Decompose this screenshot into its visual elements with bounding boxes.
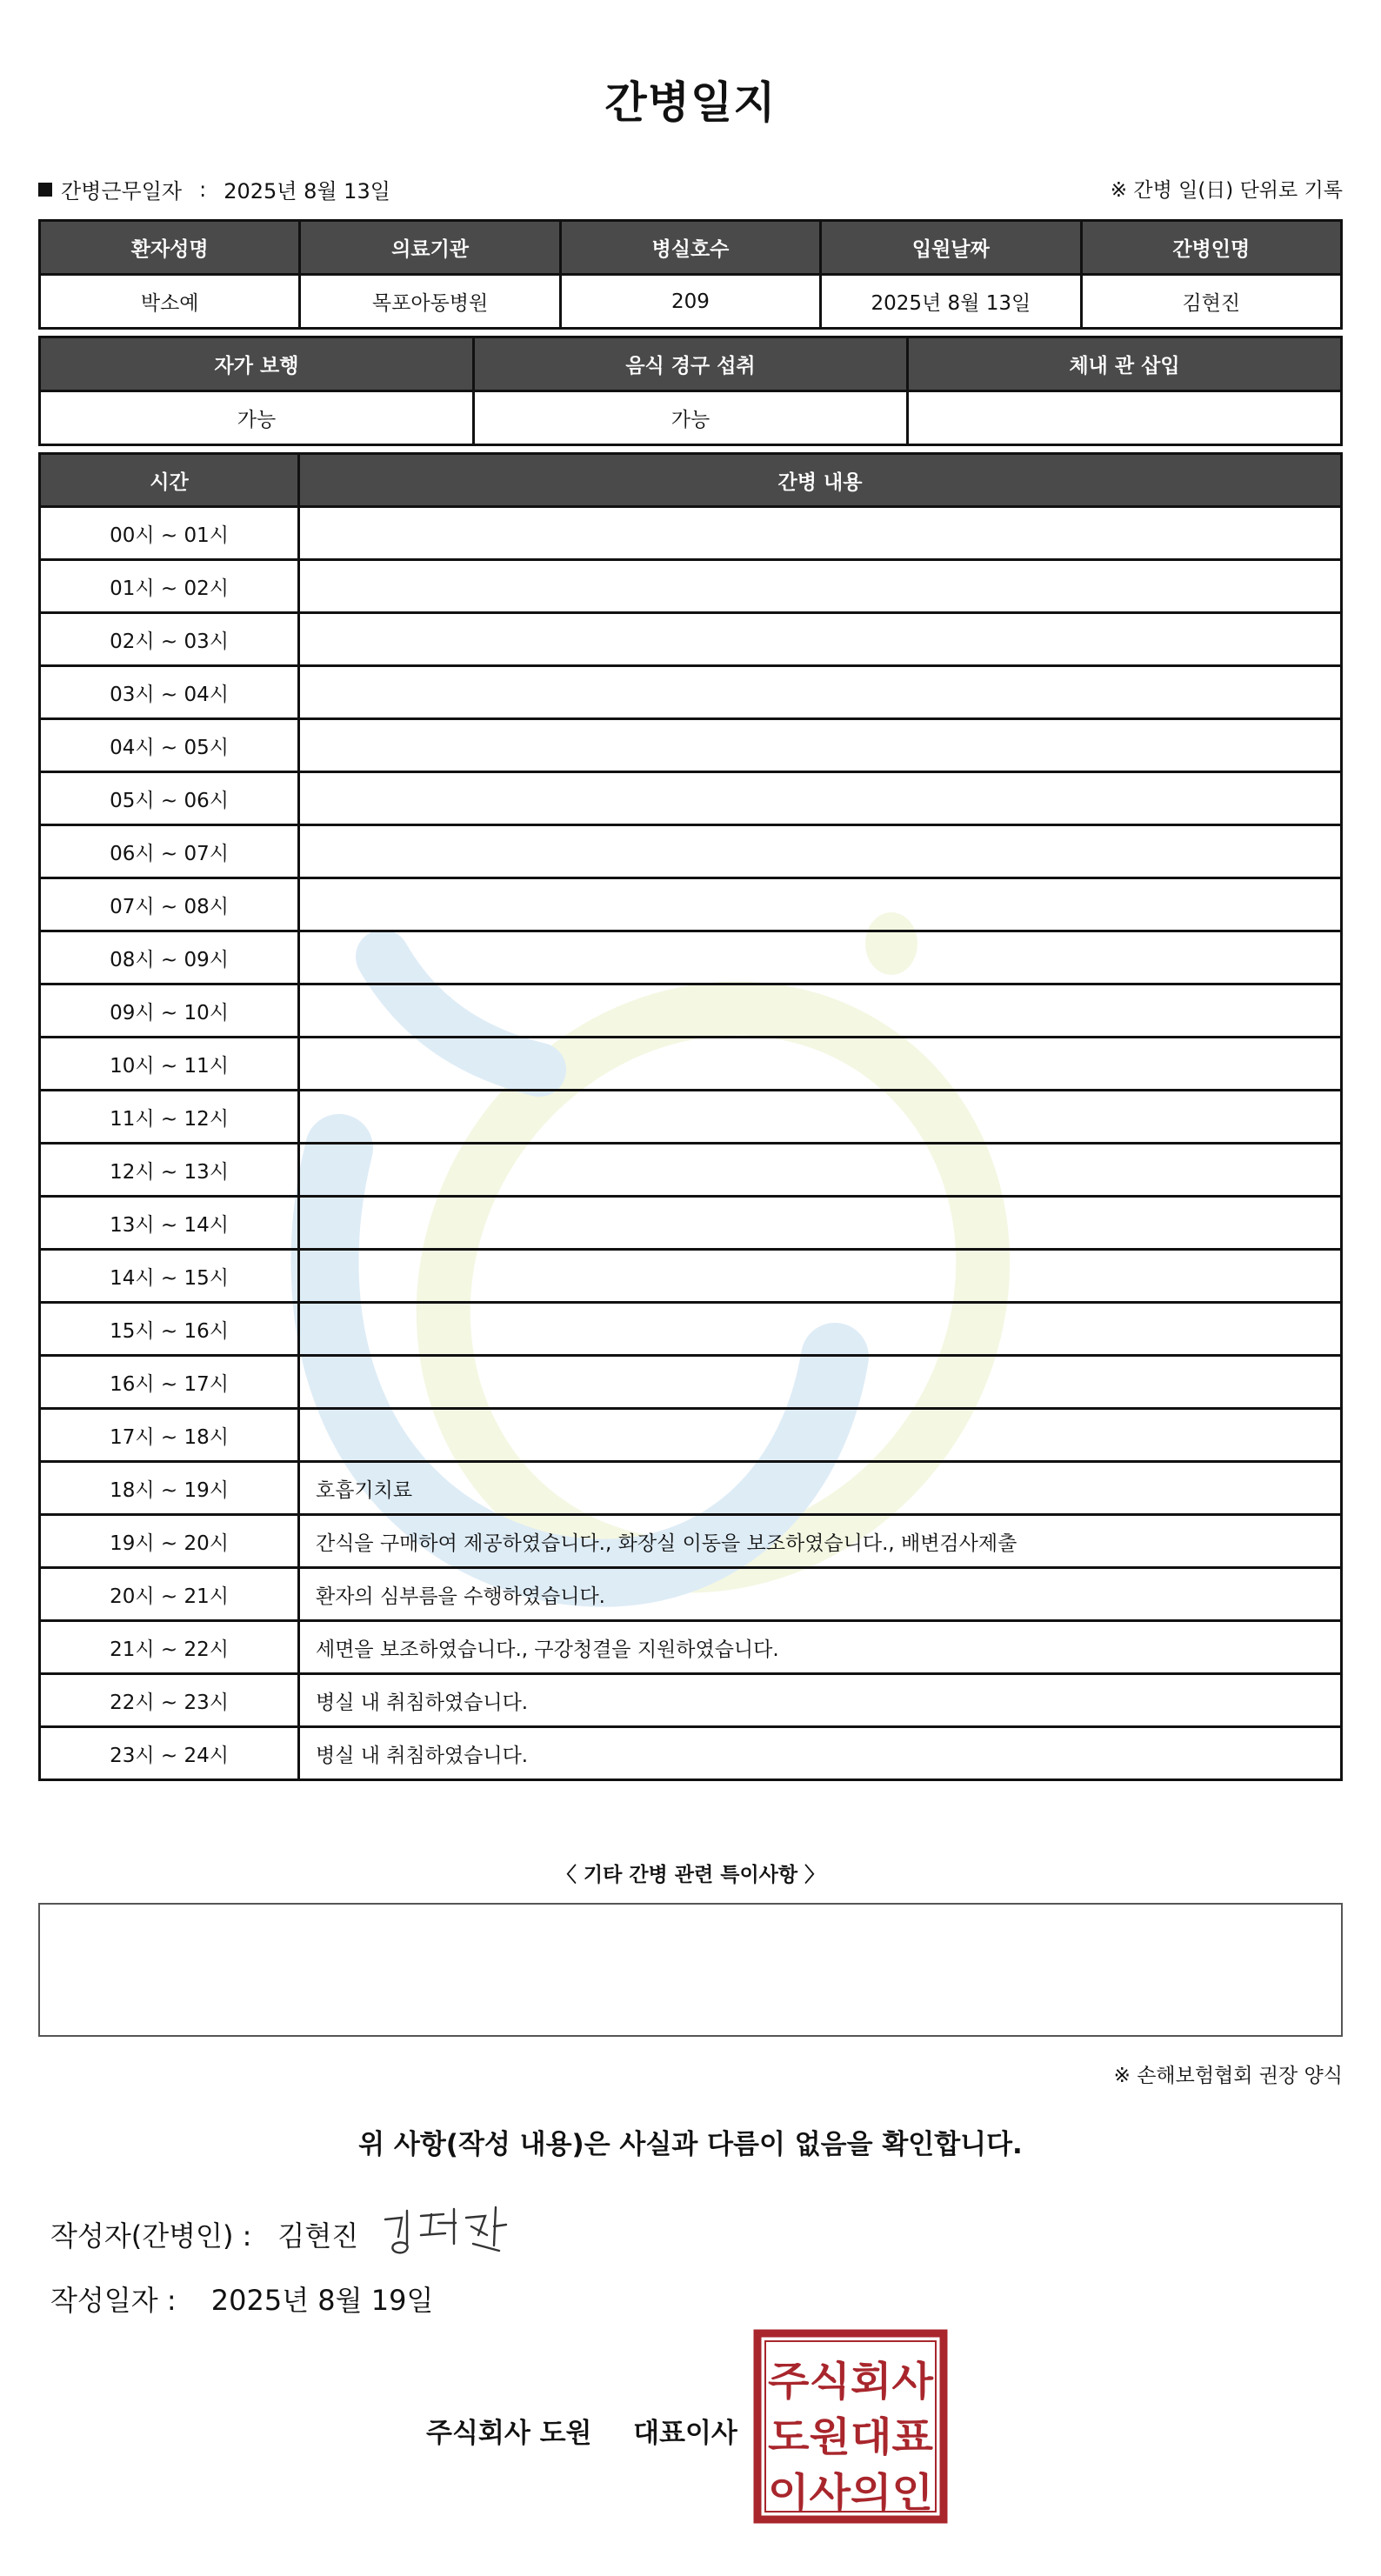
svg-text:주식회사: 주식회사 [768, 2358, 934, 2405]
table-row [40, 1621, 1342, 1674]
work-date [38, 174, 390, 204]
table-row [40, 613, 1342, 666]
header-tube-insertion: 체내 관 삽입 [908, 337, 1342, 391]
care-content [299, 1250, 1342, 1303]
time-slot: 13시 ~ 14시 [40, 1197, 299, 1250]
care-content: 환자의 심부름을 수행하였습니다. [299, 1568, 1342, 1621]
care-content: 세면을 보조하였습니다., 구강청결을 지원하였습니다. [299, 1621, 1342, 1674]
table-row [40, 1462, 1342, 1515]
table-row [40, 1356, 1342, 1409]
table-row [40, 560, 1342, 613]
table-row [40, 984, 1342, 1038]
table-row [40, 1144, 1342, 1197]
time-slot: 00시 ~ 01시 [40, 507, 299, 560]
table-row [40, 1674, 1342, 1727]
svg-text:이사의인: 이사의인 [768, 2469, 933, 2516]
oral-intake: 가능 [474, 391, 908, 445]
care-content [299, 1409, 1342, 1462]
table-row [40, 1197, 1342, 1250]
care-content [299, 1356, 1342, 1409]
time-slot: 14시 ~ 15시 [40, 1250, 299, 1303]
header-hospital: 의료기관 [300, 221, 560, 275]
care-content [299, 1197, 1342, 1250]
patient-name: 박소예 [40, 275, 300, 329]
notes-title: 〈 기타 간병 관련 특이사항 〉 [556, 1864, 825, 1886]
care-content [299, 560, 1342, 613]
time-slot: 07시 ~ 08시 [40, 878, 299, 931]
care-content: 병실 내 취침하였습니다. [299, 1727, 1342, 1780]
time-slot: 11시 ~ 12시 [40, 1091, 299, 1144]
time-slot: 19시 ~ 20시 [40, 1515, 299, 1568]
log-rows [40, 507, 1342, 1780]
work-date-separator: : [199, 177, 207, 202]
table-row [40, 878, 1342, 931]
table-row [40, 1250, 1342, 1303]
time-slot: 20시 ~ 21시 [40, 1568, 299, 1621]
time-slot: 05시 ~ 06시 [40, 772, 299, 825]
hourly-care-log-table [38, 452, 1343, 1781]
write-date-line [50, 2279, 433, 2319]
hospital: 목포아동병원 [300, 275, 560, 329]
care-content [299, 613, 1342, 666]
company-name: 주식회사 도원 [426, 2418, 592, 2449]
table-row [40, 1409, 1342, 1462]
care-content [299, 1091, 1342, 1144]
header-caregiver-name: 간병인명 [1081, 221, 1341, 275]
writer-line [50, 2214, 358, 2254]
care-content: 병실 내 취침하였습니다. [299, 1674, 1342, 1727]
time-slot: 09시 ~ 10시 [40, 984, 299, 1038]
header-self-walking: 자가 보행 [40, 337, 474, 391]
company-role: 대표이사 [633, 2418, 737, 2449]
time-slot: 16시 ~ 17시 [40, 1356, 299, 1409]
header-care-content: 간병 내용 [299, 454, 1342, 507]
table-row [40, 931, 1342, 984]
table-row [40, 1303, 1342, 1356]
time-slot: 10시 ~ 11시 [40, 1038, 299, 1091]
confirmation-statement: 위 사항(작성 내용)은 사실과 다름이 없음을 확인합니다. [358, 2129, 1023, 2160]
write-date-label: 작성일자 : [50, 2284, 177, 2317]
self-walking: 가능 [40, 391, 474, 445]
time-slot: 18시 ~ 19시 [40, 1462, 299, 1515]
writer-name: 김현진 [277, 2219, 359, 2252]
header-room-number: 병실호수 [560, 221, 820, 275]
time-slot: 17시 ~ 18시 [40, 1409, 299, 1462]
tube-insertion [908, 391, 1342, 445]
care-content [299, 1303, 1342, 1356]
care-content: 간식을 구매하여 제공하였습니다., 화장실 이동을 보조하였습니다., 배변검사제출 [299, 1515, 1342, 1568]
header-patient-name: 환자성명 [40, 221, 300, 275]
work-date-label: 간병근무일자 [61, 179, 183, 204]
header-time: 시간 [40, 454, 299, 507]
table-row [40, 719, 1342, 772]
svg-text:도원대표: 도원대표 [768, 2413, 934, 2460]
time-slot: 12시 ~ 13시 [40, 1144, 299, 1197]
care-content [299, 1144, 1342, 1197]
table-row [40, 772, 1342, 825]
time-slot: 08시 ~ 09시 [40, 931, 299, 984]
company-seal-stamp [753, 2329, 948, 2524]
work-date-value: 2025년 8월 13일 [223, 179, 390, 204]
write-date-value: 2025년 8월 19일 [210, 2284, 434, 2317]
table-row [40, 1568, 1342, 1621]
time-slot: 03시 ~ 04시 [40, 666, 299, 719]
time-slot: 02시 ~ 03시 [40, 613, 299, 666]
care-content: 호흡기치료 [299, 1462, 1342, 1515]
table-row [40, 1727, 1342, 1780]
time-slot: 04시 ~ 05시 [40, 719, 299, 772]
time-slot: 01시 ~ 02시 [40, 560, 299, 613]
time-slot: 21시 ~ 22시 [40, 1621, 299, 1674]
document-title: 간병일지 [604, 77, 777, 128]
care-content [299, 825, 1342, 878]
table-row [40, 1515, 1342, 1568]
time-slot: 22시 ~ 23시 [40, 1674, 299, 1727]
time-slot: 06시 ~ 07시 [40, 825, 299, 878]
header-oral-intake: 음식 경구 섭취 [474, 337, 908, 391]
record-unit-note: ※ 간병 일(日) 단위로 기록 [1110, 179, 1343, 202]
table-row [40, 507, 1342, 560]
table-row [40, 1038, 1342, 1091]
table-row [40, 666, 1342, 719]
patient-status-table [38, 336, 1343, 446]
handwritten-signature [381, 2200, 520, 2261]
time-slot: 23시 ~ 24시 [40, 1727, 299, 1780]
care-content [299, 507, 1342, 560]
care-content [299, 719, 1342, 772]
company-signoff [426, 2411, 737, 2450]
care-content [299, 1038, 1342, 1091]
header-admission-date: 입원날짜 [821, 221, 1081, 275]
care-content [299, 666, 1342, 719]
notes-box [38, 1903, 1343, 2037]
bullet-square-icon [38, 183, 52, 197]
room-number: 209 [560, 275, 820, 329]
care-content [299, 931, 1342, 984]
writer-label: 작성자(간병인) : [50, 2219, 252, 2252]
table-row [40, 1091, 1342, 1144]
time-slot: 15시 ~ 16시 [40, 1303, 299, 1356]
patient-info-table [38, 219, 1343, 330]
care-content [299, 772, 1342, 825]
form-source-note: ※ 손해보험협회 권장 양식 [1113, 2065, 1343, 2087]
care-content [299, 878, 1342, 931]
care-content [299, 984, 1342, 1038]
admission-date: 2025년 8월 13일 [821, 275, 1081, 329]
table-row [40, 825, 1342, 878]
caregiver-name: 김현진 [1081, 275, 1341, 329]
